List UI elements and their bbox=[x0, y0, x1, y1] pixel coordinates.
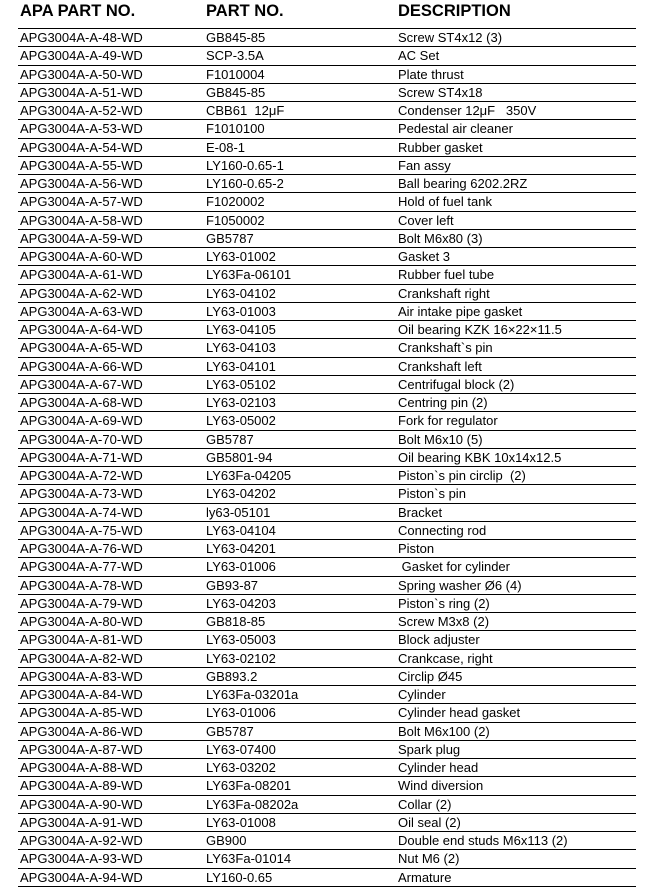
cell-apa-part-no: APG3004A-A-82-WD bbox=[20, 650, 143, 666]
cell-description: Bolt M6x80 (3) bbox=[398, 230, 483, 246]
table-row bbox=[18, 102, 636, 120]
cell-apa-part-no: APG3004A-A-86-WD bbox=[20, 723, 143, 739]
cell-description: Rubber gasket bbox=[398, 139, 483, 155]
table-row bbox=[18, 175, 636, 193]
cell-description: Oil bearing KZK 16×22×11.5 bbox=[398, 322, 562, 337]
cell-description: Crankshaft left bbox=[398, 358, 482, 374]
cell-apa-part-no: APG3004A-A-50-WD bbox=[20, 66, 143, 82]
cell-apa-part-no: APG3004A-A-62-WD bbox=[20, 285, 143, 301]
cell-part-no: LY63Fa-06101 bbox=[206, 267, 292, 283]
cell-apa-part-no: APG3004A-A-88-WD bbox=[20, 760, 143, 775]
cell-part-no: LY63-04203 bbox=[206, 595, 276, 611]
cell-part-no: LY63Fa-01014 bbox=[206, 851, 292, 867]
table-row bbox=[18, 485, 636, 503]
cell-part-no: GB93-87 bbox=[206, 577, 259, 593]
cell-description: Screw ST4x12 (3) bbox=[398, 30, 503, 45]
cell-apa-part-no: APG3004A-A-66-WD bbox=[20, 358, 143, 374]
cell-part-no: GB5787 bbox=[206, 723, 254, 739]
table-row bbox=[18, 613, 636, 631]
cell-apa-part-no: APG3004A-A-58-WD bbox=[20, 212, 143, 228]
table-row bbox=[18, 595, 636, 613]
table-row bbox=[18, 814, 636, 832]
cell-description: Gasket for cylinder bbox=[398, 559, 510, 575]
cell-apa-part-no: APG3004A-A-60-WD bbox=[20, 249, 143, 264]
header-part-no: PART NO. bbox=[206, 2, 284, 20]
table-row bbox=[18, 321, 636, 339]
cell-apa-part-no: APG3004A-A-83-WD bbox=[20, 668, 143, 684]
cell-apa-part-no: APG3004A-A-69-WD bbox=[20, 413, 143, 429]
cell-apa-part-no: APG3004A-A-81-WD bbox=[20, 632, 143, 648]
cell-description: Piston`s pin bbox=[398, 486, 466, 502]
cell-part-no: ly63-05101 bbox=[206, 504, 271, 520]
cell-part-no: LY63-02103 bbox=[206, 395, 276, 410]
table-row bbox=[18, 504, 636, 522]
table-row bbox=[18, 412, 636, 430]
table-row bbox=[18, 832, 636, 850]
cell-apa-part-no: APG3004A-A-75-WD bbox=[20, 522, 143, 538]
table-row bbox=[18, 741, 636, 759]
parts-table bbox=[18, 0, 636, 887]
table-row bbox=[18, 668, 636, 686]
table-row bbox=[18, 558, 636, 576]
cell-description: Gasket 3 bbox=[398, 249, 451, 264]
cell-description: Armature bbox=[398, 869, 452, 885]
cell-apa-part-no: APG3004A-A-90-WD bbox=[20, 796, 143, 812]
cell-description: Pedestal air cleaner bbox=[398, 121, 513, 137]
cell-description: Crankshaft right bbox=[398, 285, 490, 301]
table-row bbox=[18, 29, 636, 47]
cell-part-no: LY63-04103 bbox=[206, 340, 276, 356]
cell-description: Air intake pipe gasket bbox=[398, 303, 523, 319]
cell-apa-part-no: APG3004A-A-68-WD bbox=[20, 395, 143, 410]
cell-part-no: LY63-04102 bbox=[206, 285, 276, 301]
cell-apa-part-no: APG3004A-A-51-WD bbox=[20, 84, 143, 100]
cell-apa-part-no: APG3004A-A-63-WD bbox=[20, 303, 143, 319]
cell-part-no: GB845-85 bbox=[206, 30, 266, 45]
table-row bbox=[18, 759, 636, 777]
cell-description: Bolt M6x100 (2) bbox=[398, 723, 490, 739]
cell-apa-part-no: APG3004A-A-71-WD bbox=[20, 449, 143, 465]
cell-apa-part-no: APG3004A-A-76-WD bbox=[20, 541, 143, 556]
cell-part-no: GB893.2 bbox=[206, 668, 258, 684]
cell-description: Rubber fuel tube bbox=[398, 267, 495, 283]
table-row bbox=[18, 212, 636, 230]
cell-description: AC Set bbox=[398, 48, 440, 64]
cell-description: Oil seal (2) bbox=[398, 814, 461, 830]
cell-part-no: CBB61 12μF bbox=[206, 103, 285, 118]
cell-description: Wind diversion bbox=[398, 778, 484, 794]
cell-part-no: GB818-85 bbox=[206, 614, 266, 629]
cell-description: Piston bbox=[398, 541, 435, 556]
table-row bbox=[18, 47, 636, 65]
cell-part-no: LY63-02102 bbox=[206, 650, 276, 666]
table-row bbox=[18, 230, 636, 248]
table-row bbox=[18, 248, 636, 266]
cell-apa-part-no: APG3004A-A-52-WD bbox=[20, 103, 143, 118]
cell-apa-part-no: APG3004A-A-80-WD bbox=[20, 614, 143, 629]
cell-part-no: LY63-05102 bbox=[206, 376, 276, 392]
cell-description: Screw M3x8 (2) bbox=[398, 614, 490, 629]
cell-description: Cylinder head gasket bbox=[398, 705, 521, 721]
cell-part-no: GB5787 bbox=[206, 230, 254, 246]
cell-apa-part-no: APG3004A-A-65-WD bbox=[20, 340, 143, 356]
cell-apa-part-no: APG3004A-A-70-WD bbox=[20, 431, 143, 447]
table-row bbox=[18, 66, 636, 84]
table-row bbox=[18, 796, 636, 814]
cell-apa-part-no: APG3004A-A-85-WD bbox=[20, 705, 143, 721]
cell-apa-part-no: APG3004A-A-91-WD bbox=[20, 814, 143, 830]
cell-description: Connecting rod bbox=[398, 522, 487, 538]
table-row bbox=[18, 376, 636, 394]
table-row bbox=[18, 850, 636, 868]
cell-description: Piston`s ring (2) bbox=[398, 595, 490, 611]
cell-part-no: LY63-04202 bbox=[206, 486, 276, 502]
cell-part-no: GB845-85 bbox=[206, 84, 266, 100]
cell-part-no: LY63Fa-03201a bbox=[206, 687, 299, 702]
table-row bbox=[18, 285, 636, 303]
cell-description: Spring washer Ø6 (4) bbox=[398, 577, 522, 593]
cell-description: Spark plug bbox=[398, 741, 461, 757]
cell-description: Fan assy bbox=[398, 157, 451, 173]
cell-apa-part-no: APG3004A-A-93-WD bbox=[20, 851, 143, 867]
table-row bbox=[18, 522, 636, 540]
cell-description: Cylinder bbox=[398, 687, 446, 702]
cell-description: Screw ST4x18 bbox=[398, 84, 483, 100]
table-row bbox=[18, 704, 636, 722]
table-row bbox=[18, 84, 636, 102]
cell-apa-part-no: APG3004A-A-92-WD bbox=[20, 833, 143, 848]
cell-apa-part-no: APG3004A-A-57-WD bbox=[20, 194, 143, 210]
cell-description: Collar (2) bbox=[398, 796, 452, 812]
cell-apa-part-no: APG3004A-A-74-WD bbox=[20, 504, 143, 520]
table-row bbox=[18, 157, 636, 175]
cell-part-no: LY63-05002 bbox=[206, 413, 276, 429]
table-row bbox=[18, 650, 636, 668]
cell-description: Crankcase, right bbox=[398, 650, 493, 666]
cell-apa-part-no: APG3004A-A-53-WD bbox=[20, 121, 143, 137]
cell-apa-part-no: APG3004A-A-67-WD bbox=[20, 376, 143, 392]
cell-description: Cylinder head bbox=[398, 760, 479, 775]
cell-description: Hold of fuel tank bbox=[398, 194, 492, 210]
cell-part-no: GB5787 bbox=[206, 431, 254, 447]
cell-description: Block adjuster bbox=[398, 632, 480, 648]
table-row bbox=[18, 394, 636, 412]
header-apa-part-no: APA PART NO. bbox=[20, 2, 136, 20]
cell-apa-part-no: APG3004A-A-48-WD bbox=[20, 30, 143, 45]
cell-description: Double end studs M6x113 (2) bbox=[398, 833, 568, 848]
table-row bbox=[18, 193, 636, 211]
cell-part-no: LY63-01006 bbox=[206, 559, 276, 575]
cell-description: Ball bearing 6202.2RZ bbox=[398, 176, 528, 191]
cell-part-no: LY63-04201 bbox=[206, 541, 276, 556]
cell-apa-part-no: APG3004A-A-64-WD bbox=[20, 322, 143, 337]
cell-part-no: LY160-0.65-1 bbox=[206, 157, 284, 173]
cell-apa-part-no: APG3004A-A-84-WD bbox=[20, 687, 143, 702]
cell-description: Cover left bbox=[398, 212, 454, 228]
cell-apa-part-no: APG3004A-A-87-WD bbox=[20, 741, 143, 757]
table-row bbox=[18, 869, 636, 887]
table-row bbox=[18, 139, 636, 157]
cell-part-no: LY63Fa-08202a bbox=[206, 796, 299, 812]
table-row bbox=[18, 631, 636, 649]
cell-description: Circlip Ø45 bbox=[398, 668, 463, 684]
cell-part-no: LY63-01006 bbox=[206, 705, 276, 721]
table-row bbox=[18, 577, 636, 595]
cell-description: Condenser 12μF 350V bbox=[398, 103, 537, 118]
cell-apa-part-no: APG3004A-A-73-WD bbox=[20, 486, 143, 502]
cell-apa-part-no: APG3004A-A-72-WD bbox=[20, 468, 143, 483]
table-row bbox=[18, 723, 636, 741]
cell-apa-part-no: APG3004A-A-54-WD bbox=[20, 139, 143, 155]
cell-part-no: E-08-1 bbox=[206, 139, 246, 155]
table-row bbox=[18, 358, 636, 376]
table-row bbox=[18, 449, 636, 467]
table-header bbox=[18, 0, 636, 29]
cell-part-no: F1010004 bbox=[206, 66, 265, 82]
cell-description: Centring pin (2) bbox=[398, 395, 488, 410]
cell-part-no: SCP-3.5A bbox=[206, 48, 264, 64]
header-description: DESCRIPTION bbox=[398, 2, 511, 20]
table-row bbox=[18, 467, 636, 485]
cell-apa-part-no: APG3004A-A-55-WD bbox=[20, 157, 143, 173]
cell-description: Fork for regulator bbox=[398, 413, 498, 429]
cell-part-no: LY63-04104 bbox=[206, 522, 276, 538]
cell-apa-part-no: APG3004A-A-78-WD bbox=[20, 577, 143, 593]
cell-part-no: LY160-0.65-2 bbox=[206, 176, 284, 191]
cell-description: Centrifugal block (2) bbox=[398, 376, 515, 392]
cell-description: Oil bearing KBK 10x14x12.5 bbox=[398, 449, 562, 465]
cell-part-no: GB5801-94 bbox=[206, 449, 273, 465]
cell-part-no: F1010100 bbox=[206, 121, 265, 137]
cell-description: Piston`s pin circlip (2) bbox=[398, 468, 526, 483]
table-row bbox=[18, 303, 636, 321]
cell-apa-part-no: APG3004A-A-79-WD bbox=[20, 595, 143, 611]
cell-description: Crankshaft`s pin bbox=[398, 340, 493, 356]
cell-part-no: LY63-07400 bbox=[206, 741, 276, 757]
cell-part-no: LY63-01003 bbox=[206, 303, 276, 319]
cell-part-no: LY63Fa-08201 bbox=[206, 778, 292, 794]
table-row bbox=[18, 339, 636, 357]
cell-part-no: LY160-0.65 bbox=[206, 869, 273, 885]
cell-apa-part-no: APG3004A-A-49-WD bbox=[20, 48, 143, 64]
cell-apa-part-no: APG3004A-A-89-WD bbox=[20, 778, 143, 794]
table-row bbox=[18, 431, 636, 449]
cell-part-no: LY63-03202 bbox=[206, 760, 276, 775]
cell-part-no: LY63-01002 bbox=[206, 249, 276, 264]
cell-description: Bolt M6x10 (5) bbox=[398, 431, 483, 447]
cell-part-no: F1050002 bbox=[206, 212, 265, 228]
table-row bbox=[18, 686, 636, 704]
cell-description: Nut M6 (2) bbox=[398, 851, 460, 867]
cell-description: Plate thrust bbox=[398, 66, 464, 82]
cell-apa-part-no: APG3004A-A-59-WD bbox=[20, 230, 143, 246]
cell-part-no: LY63-04101 bbox=[206, 358, 276, 374]
table-row bbox=[18, 120, 636, 138]
cell-part-no: GB900 bbox=[206, 833, 247, 848]
cell-apa-part-no: APG3004A-A-56-WD bbox=[20, 176, 143, 191]
cell-part-no: LY63-01008 bbox=[206, 814, 276, 830]
cell-apa-part-no: APG3004A-A-77-WD bbox=[20, 559, 143, 575]
cell-description: Bracket bbox=[398, 504, 443, 520]
cell-part-no: F1020002 bbox=[206, 194, 265, 210]
cell-apa-part-no: APG3004A-A-61-WD bbox=[20, 267, 143, 283]
cell-apa-part-no: APG3004A-A-94-WD bbox=[20, 869, 143, 885]
cell-part-no: LY63Fa-04205 bbox=[206, 468, 292, 483]
table-row bbox=[18, 266, 636, 284]
cell-part-no: LY63-05003 bbox=[206, 632, 276, 648]
cell-part-no: LY63-04105 bbox=[206, 322, 276, 337]
table-row bbox=[18, 540, 636, 558]
table-row bbox=[18, 777, 636, 795]
table-body bbox=[18, 29, 636, 887]
